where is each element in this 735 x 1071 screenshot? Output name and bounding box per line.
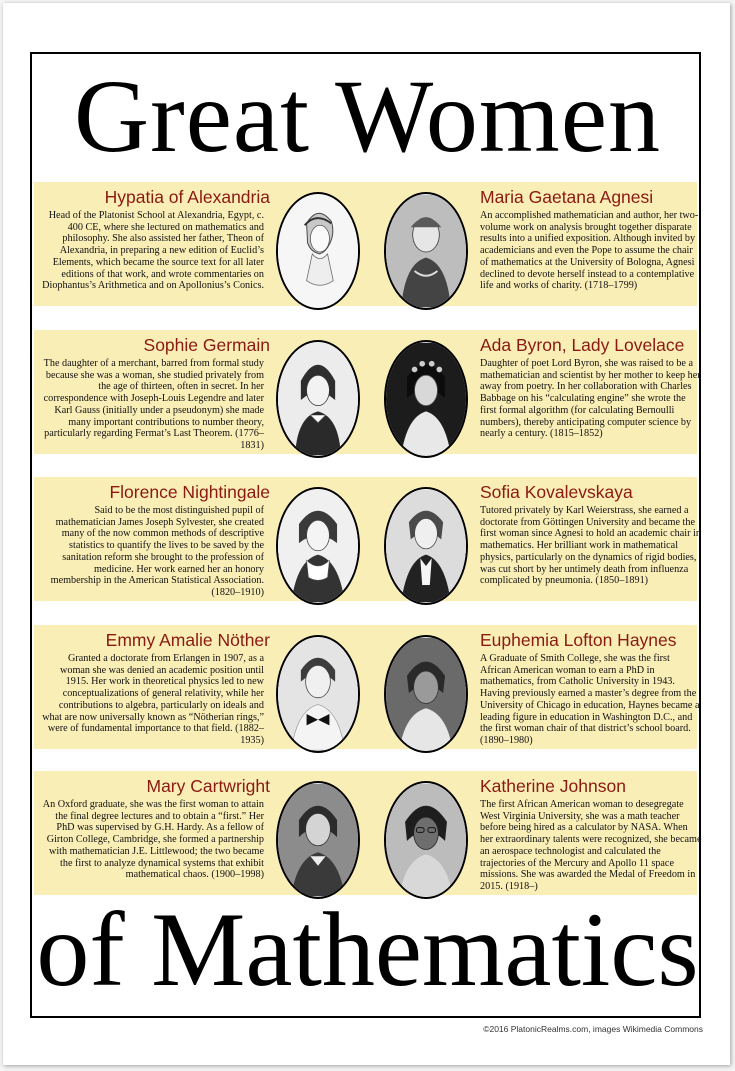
portrait-germain bbox=[276, 340, 360, 458]
portrait-noether bbox=[276, 635, 360, 753]
card-agnesi bbox=[384, 186, 702, 316]
card-bio: Tutored privately by Karl Weierstrass, she earned a doctorate from Göttingen University and became the first woman since Agnesi to hold an academic chair in mathematics. Her brilliant work in mathematical physics, particularly on the dynamics of rigid bodies, was cut short by her untimely death from influenza complicated by pneumonia. (1850–1891) bbox=[480, 505, 701, 587]
portrait-haynes bbox=[384, 635, 468, 753]
card-name: Euphemia Lofton Haynes bbox=[480, 630, 677, 650]
card-noether bbox=[42, 629, 360, 759]
card-bio: A Graduate of Smith College, she was the first African American woman to earn a PhD in mathematics, from Catholic University in 1943. Having previously earned a master’s degree from the University of Chicago in education, Haynes became a leading figure in education in Washington D.C., and the first woman chair of that district’s school board. (1890–1980) bbox=[480, 653, 700, 746]
portrait-johnson bbox=[384, 781, 468, 899]
card-bio: Said to be the most distinguished pupil of mathematician James Joseph Sylvester, she created many of the now common methods of descriptive statistics to quantify the lives to be saved by the sanitation reform she brought to the profession of medicine. Her work earned her an honory membership in the American Statistical Association. (1820–1910) bbox=[50, 505, 264, 598]
card-name: Maria Gaetana Agnesi bbox=[480, 187, 654, 207]
card-bio: The first African American woman to desegregate West Virginia University, she was a math teacher before being hired as a calculator by NASA. When her extraordinary talents were recognized, she became an aerospace technologist and calculated the trajectories of the Mercury and Apollo 11 space missions. She was awarded the Medal of Freedom in 2015. (1918–) bbox=[480, 799, 702, 892]
card-cartwright bbox=[42, 775, 360, 905]
card-germain bbox=[42, 334, 360, 464]
card-name: Sophie Germain bbox=[143, 335, 270, 355]
poster-title-bottom: of Mathematics bbox=[36, 891, 699, 1008]
card-name: Emmy Amalie Nöther bbox=[105, 630, 270, 650]
card-bio: Granted a doctorate from Erlangen in 1907, as a woman she was denied an academic position until 1915. Her work in theoretical physics led to new conceptualizations of general relativity, while her contributions to algebra, particularly on ideals and what are now universally known as “Nötherian rings,” were of fundamental importance to that field. (1882–1935) bbox=[42, 653, 264, 746]
card-name: Ada Byron, Lady Lovelace bbox=[480, 335, 685, 355]
credit-line: ©2016 PlatonicRealms.com, images Wikimedia Commons bbox=[483, 1024, 703, 1034]
card-bio: Daughter of poet Lord Byron, she was raised to be a mathematician and scientist by her mother to keep her away from poetry. In her collaboration with Charles Babbage on his “calculating engine” she wrote the first formal algorithm (for calculating Bernoulli numbers), thereby anticipating computer science by nearly a century. (1815–1852) bbox=[480, 358, 701, 440]
card-hypatia bbox=[42, 186, 360, 316]
portrait-lovelace bbox=[384, 340, 468, 458]
card-haynes bbox=[384, 629, 702, 759]
card-nightingale bbox=[42, 481, 360, 611]
card-name: Mary Cartwright bbox=[146, 776, 270, 796]
card-bio: An accomplished mathematician and author, her two-volume work on analysis brought together disparate results into a unified exposition. Although invited by academicians and even the Pope to assume the chair of mathematics at the University of Bologna, Agnesi declined to devote herself instead to a contemplative life and works of charity. (1718–1799) bbox=[480, 210, 699, 292]
card-kovalevskaya bbox=[384, 481, 702, 611]
card-bio: An Oxford graduate, she was the first woman to attain the final degree lectures and to obtain a “first.” Her PhD was supervised by G.H. Hardy. As a fellow of Girton College, Cambridge, she formed a partnership with mathematician J.E. Littlewood; the two became the first to analyze dynamical systems that exhibit mathematical chaos. (1900–1998) bbox=[42, 799, 264, 881]
card-name: Hypatia of Alexandria bbox=[104, 187, 270, 207]
card-johnson bbox=[384, 775, 702, 905]
portrait-nightingale bbox=[276, 487, 360, 605]
portrait-hypatia bbox=[276, 192, 360, 310]
portrait-kovalevskaya bbox=[384, 487, 468, 605]
card-bio: The daughter of a merchant, barred from formal study because she was a woman, she studied privately from the age of thirteen, often in secret. In her correspondence with Joseph-Louis Legendre and later Karl Gauss (initially under a pseudonym) she made many important contributions to number theory, particularly regarding Fermat’s Last Theorem. (1776–1831) bbox=[43, 358, 264, 451]
poster-title-top: Great Women bbox=[74, 59, 661, 174]
card-name: Sofia Kovalevskaya bbox=[480, 482, 633, 502]
portrait-cartwright bbox=[276, 781, 360, 899]
card-lovelace bbox=[384, 334, 702, 464]
card-bio: Head of the Platonist School at Alexandria, Egypt, c. 400 CE, where she lectured on mathematics and philosophy. She also assisted her father, Theon of Alexandria, in preparing a new edition of Euclid’s Elements, which became the source text for all later editions of that work, and wrote commentaries on Diophantus’s Arithmetica and on Apollonius’s Conics. bbox=[42, 210, 264, 292]
card-name: Florence Nightingale bbox=[109, 482, 270, 502]
card-name: Katherine Johnson bbox=[480, 776, 626, 796]
portrait-agnesi bbox=[384, 192, 468, 310]
